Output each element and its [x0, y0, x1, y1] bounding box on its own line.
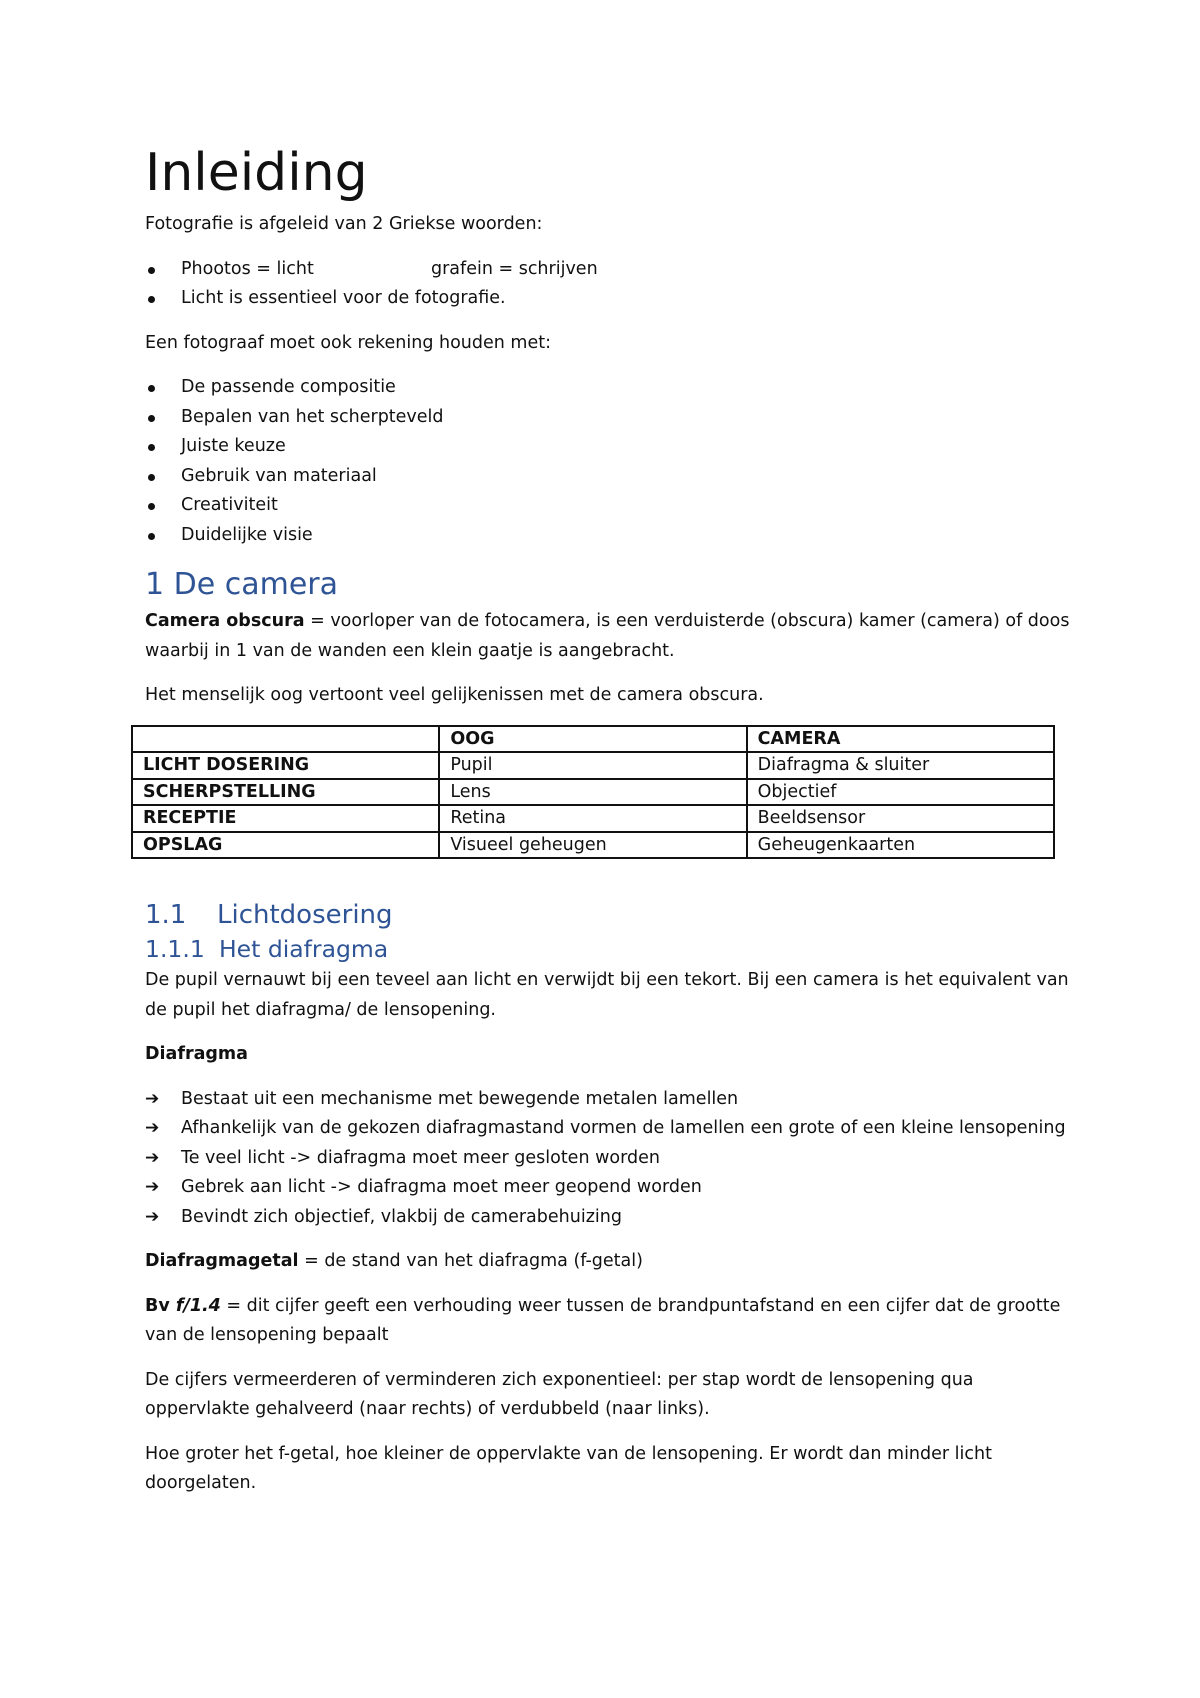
list-item: Licht is essentieel voor de fotografie. — [181, 288, 506, 308]
list-item: De passende compositie — [181, 377, 396, 397]
table-row: RECEPTIE Retina Beeldsensor — [132, 805, 1054, 832]
exponential-paragraph: De cijfers vermeerderen of verminderen zich exponentieel: per stap wordt de lensopening qua oppervlakte gehalveerd (naar rechts) of verdubbeld (naar links). — [145, 1369, 974, 1419]
table-row: OPSLAG Visueel geheugen Geheugenkaarten — [132, 832, 1054, 859]
table-row: SCHERPSTELLING Lens Objectief — [132, 779, 1054, 806]
intro-line-2: Een fotograaf moet ook rekening houden met: — [145, 332, 552, 353]
photographer-list — [145, 373, 1075, 550]
list-item: ➔ Bevindt zich objectief, vlakbij de camerabehuizing — [145, 1203, 1075, 1233]
heading-het-diafragma: 1.1.1 Het diafragma — [145, 935, 389, 963]
eye-camera-table — [131, 725, 1055, 860]
arrow-right-icon: ➔ — [145, 1118, 160, 1138]
heading-de-camera: 1 De camera — [145, 567, 338, 602]
diafragma-arrow-list — [145, 1085, 1075, 1233]
list-item: ➔ Bestaat uit een mechanisme met bewegende metalen lamellen — [145, 1085, 1075, 1115]
intro-line: Fotografie is afgeleid van 2 Griekse woorden: — [145, 214, 543, 234]
arrow-right-icon: ➔ — [145, 1147, 160, 1168]
list-item: ➔ Te veel licht -> diafragma moet meer gesloten worden — [145, 1144, 1075, 1174]
greek-words-list — [145, 255, 1075, 314]
camera-obscura-paragraph: Camera obscura = voorloper van de fotocamera, is een verduisterde (obscura) kamer (camera) of doos waarbij in 1 van de wanden een klein gaatje is aangebracht. — [145, 611, 1070, 661]
page-content — [145, 140, 1075, 1499]
list-item: Bepalen van het scherpteveld — [181, 406, 444, 427]
list-item: Duidelijke visie — [181, 524, 313, 545]
eye-comparison-line: Het menselijk oog vertoont veel gelijkenissen met de camera obscura. — [145, 685, 764, 705]
list-item: Phootos = licht grafein = schrijven — [181, 258, 598, 279]
diafragma-label: Diafragma — [145, 1044, 248, 1064]
pupil-paragraph: De pupil vernauwt bij een teveel aan licht en verwijdt bij een tekort. Bij een camera is het equivalent van de pupil het diafragma/ de lensopening. — [145, 970, 1069, 1020]
arrow-right-icon: ➔ — [145, 1088, 160, 1109]
title-inleiding: Inleiding — [145, 143, 368, 203]
list-item: Gebruik van materiaal — [181, 465, 377, 486]
example-paragraph: Bv f/1.4 = dit cijfer geeft een verhouding weer tussen de brandpuntafstand en een cijfer dat de grootte van de lensopening bepaalt — [145, 1295, 1061, 1345]
arrow-right-icon: ➔ — [145, 1177, 160, 1197]
arrow-right-icon: ➔ — [145, 1206, 160, 1227]
list-item: Creativiteit — [181, 495, 278, 515]
list-item: ➔ Gebrek aan licht -> diafragma moet meer geopend worden — [145, 1173, 1075, 1203]
table-row: LICHT DOSERING Pupil Diafragma & sluiter — [132, 752, 1054, 779]
table-header-row: OOG CAMERA — [132, 726, 1054, 753]
heading-lichtdosering: 1.1 Lichtdosering — [145, 900, 393, 930]
fgetal-paragraph: Hoe groter het f-getal, hoe kleiner de oppervlakte van de lensopening. Er wordt dan minder licht doorgelaten. — [145, 1443, 992, 1493]
list-item: Juiste keuze — [181, 436, 286, 456]
diafragmagetal-paragraph: Diafragmagetal = de stand van het diafragma (f-getal) — [145, 1251, 643, 1271]
list-item: ➔ Afhankelijk van de gekozen diafragmastand vormen de lamellen een grote of een kleine lensopening — [145, 1114, 1075, 1144]
